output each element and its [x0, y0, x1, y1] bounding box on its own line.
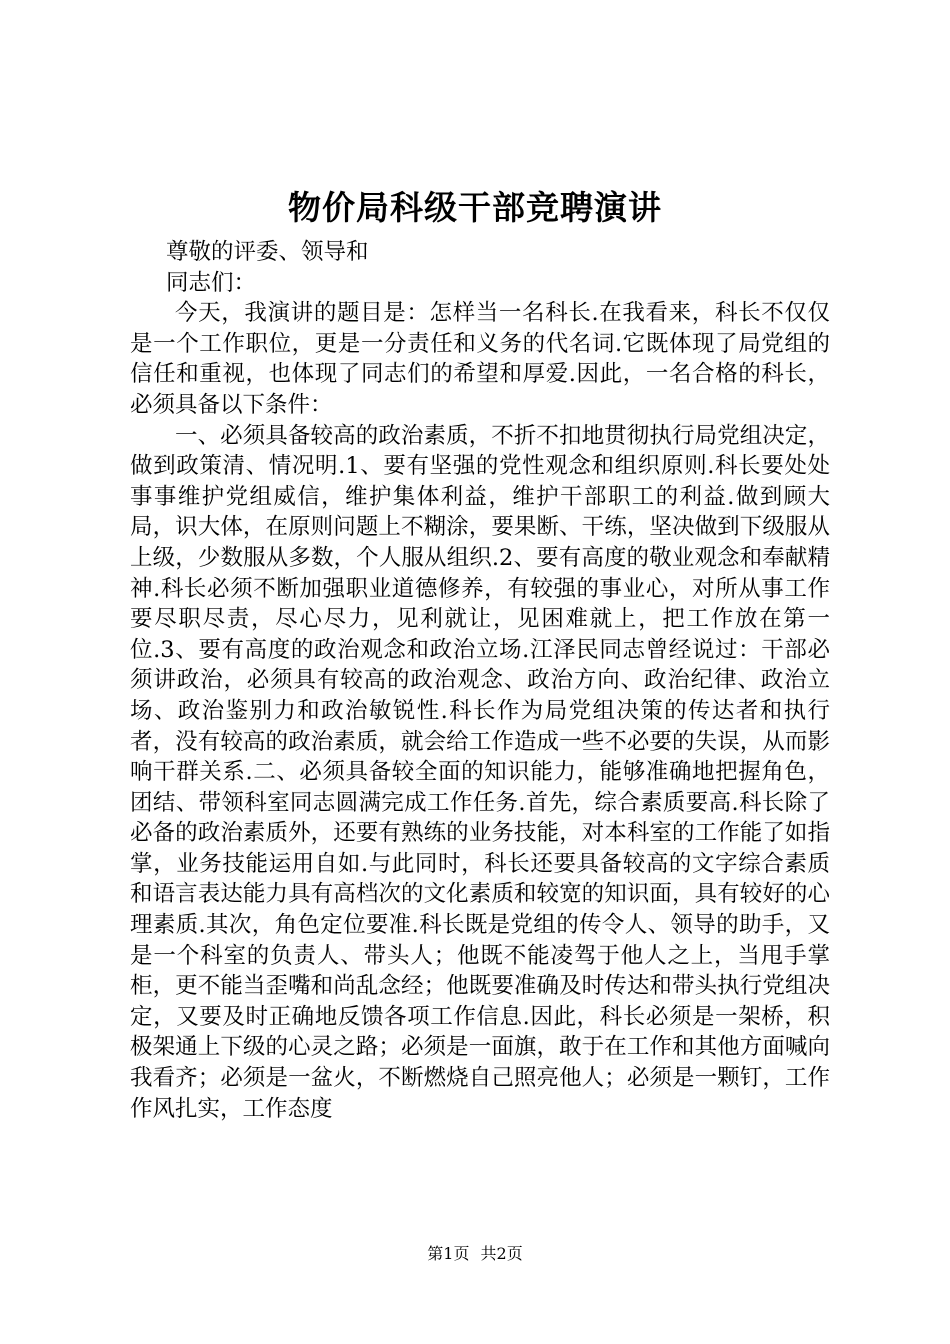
- document-title: 物价局科级干部竞聘演讲: [288, 188, 662, 227]
- page-number: 第1页: [427, 1244, 470, 1263]
- greeting-line-1: 尊敬的评委、领导和: [166, 239, 369, 265]
- page-total: 共2页: [480, 1244, 523, 1263]
- document-body: [130, 237, 830, 1124]
- greeting-line-2: 同志们：: [166, 269, 257, 296]
- page-footer: [0, 1244, 950, 1264]
- paragraph-main: 一、必须具备较高的政治素质，不折不扣地贯彻执行局党组决定，做到政策清、情况明.1、要有坚强的党性观念和组织原则.科长要处处事事维护党组威信，维护集体利益，维护干部职工的利益.做到顾大局，识大体，在原则问题上不糊涂，要果断、干练，坚决做到下级服从上级，少数服从多数，个人服从组织.2、要有高度的敬业观念和奉献精神.科长必须不断加强职业道德修养，有较强的事业心，对所从事工作要尽职尽责，尽心尽力，见利就让，见困难就上，把工作放在第一位.3、要有高度的政治观念和政治立场.江泽民同志曾经说过：干部必须讲政治，必须具有较高的政治观念、政治方向、政治纪律、政治立场、政治鉴别力和政治敏锐性.科长作为局党组决策的传达者和执行者，没有较高的政治素质，就会给工作造成一些不必要的失误，从而影响干群关系.二、必须具备较全面的知识能力，能够准确地把握角色，团结、带领科室同志圆满完成工作任务.首先，综合素质要高.科长除了必备的政治素质外，还要有熟练的业务技能，对本科室的工作能了如指掌，业务技能运用自如.与此同时，科长还要具备较高的文字综合素质和语言表达能力具有高档次的文化素质和较宽的知识面，具有较好的心理素质.其次，角色定位要准.科长既是党组的传令人、领导的助手，又是一个科室的负责人、带头人；他既不能凌驾于他人之上，当甩手掌柜，更不能当歪嘴和尚乱念经；他既要准确及时传达和带头执行党组决定，又要及时正确地反馈各项工作信息.因此，科长必须是一架桥，积极架通上下级的心灵之路；必须是一面旗，敢于在工作和其他方面喊向我看齐；必须是一盆火，不断燃烧自己照亮他人；必须是一颗钉，工作作风扎实，工作态度: [130, 422, 830, 1122]
- paragraph-intro: 今天，我演讲的题目是：怎样当一名科长.在我看来，科长不仅仅是一个工作职位，更是一分责任和义务的代名词.它既体现了局党组的信任和重视，也体现了同志们的希望和厚爱.因此，一名合格的科长，必须具备以下条件：: [130, 300, 830, 418]
